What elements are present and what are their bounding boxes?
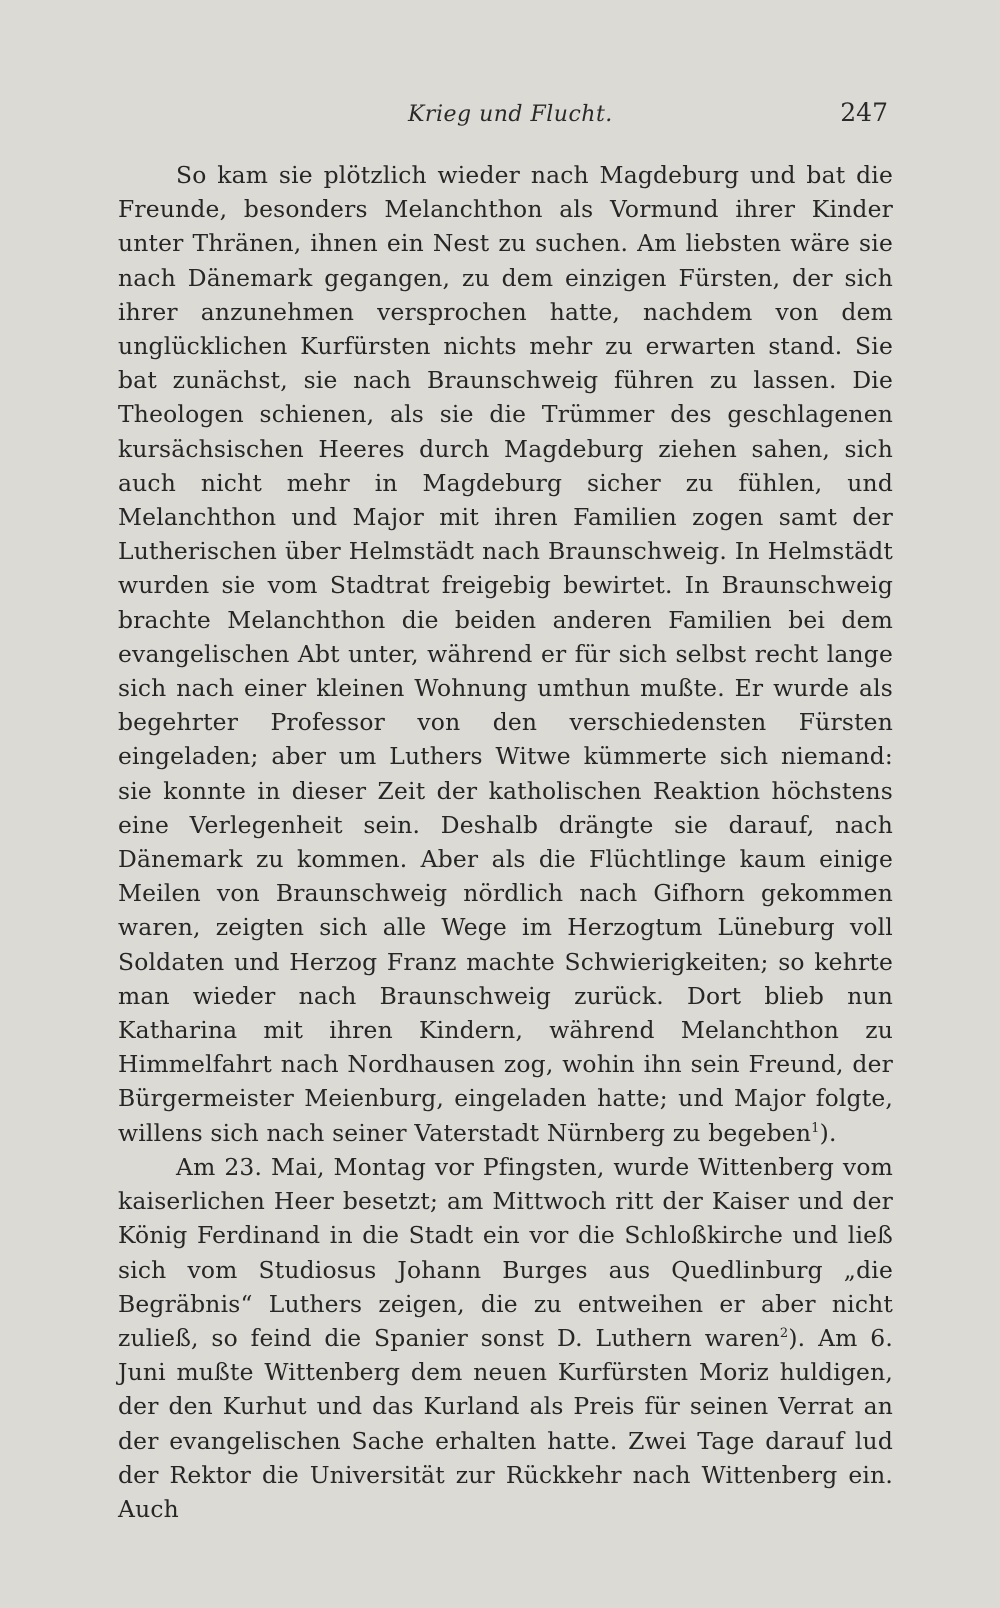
paragraph-2-text: Am 23. Mai, Montag vor Pfingsten, wurde Wittenberg vom kaiserlichen Heer besetzt; am Mittwoch ritt der Kaiser und der König Ferdinand in die Stadt ein vor die Schloßkirche und ließ sich vom Studiosus Johann Burges aus Quedlinburg „die Begräbnis“ Luthers zeigen, die zu entweihen er aber nicht zuließ, so feind die Spanier sonst D. Luthern waren	[118, 1152, 893, 1352]
paragraph-2	[118, 1150, 893, 1526]
body-text	[118, 158, 893, 1526]
paragraph-1	[118, 158, 893, 1150]
page-number: 247	[840, 98, 888, 127]
paragraph-2-tail: ). Am 6. Juni mußte Wittenberg dem neuen Kurfürsten Moriz huldigen, der den Kurhut und das Kurland als Preis für seinen Verrat an der evangelischen Sache erhalten hatte. Zwei Tage darauf lud der Rektor die Universität zur Rückkehr nach Wittenberg ein. Auch	[118, 1323, 894, 1523]
running-title: Krieg und Flucht.	[408, 102, 613, 127]
running-head	[118, 98, 888, 138]
footnote-ref-1: 1	[811, 1120, 820, 1136]
paragraph-1-text: So kam sie plötzlich wieder nach Magdeburg und bat die Freunde, besonders Melanchthon als Vormund ihrer Kinder unter Thränen, ihnen ein Nest zu suchen. Am liebsten wäre sie nach Dänemark gegangen, zu dem einzigen Fürsten, der sich ihrer anzunehmen versprochen hatte, nachdem von dem unglücklichen Kurfürsten nichts mehr zu erwarten stand. Sie bat zunächst, sie nach Braunschweig führen zu lassen. Die Theologen schienen, als sie die Trümmer des geschlagenen kursächsischen Heeres durch Magdeburg ziehen sahen, sich auch nicht mehr in Magdeburg sicher zu fühlen, und Melanchthon und Major mit ihren Familien zogen samt der Lutherischen über Helmstädt nach Braunschweig. In Helmstädt wurden sie vom Stadtrat freigebig bewirtet. In Braunschweig brachte Melanchthon die beiden anderen Familien bei dem evangelischen Abt unter, während er für sich selbst recht lange sich nach einer kleinen Wohnung umthun mußte. Er wurde als begehrter Professor von den verschiedensten Fürsten eingeladen; aber um Luthers Witwe kümmerte sich niemand: sie konnte in dieser Zeit der katholischen Reaktion höchstens eine Verlegenheit sein. Deshalb drängte sie darauf, nach Dänemark zu kommen. Aber als die Flüchtlinge kaum einige Meilen von Braunschweig nördlich nach Gifhorn gekommen waren, zeigten sich alle Wege im Herzogtum Lüneburg voll Soldaten und Herzog Franz machte Schwierigkeiten; so kehrte man wieder nach Braunschweig zurück. Dort blieb nun Katharina mit ihren Kindern, während Melanchthon zu Himmelfahrt nach Nordhausen zog, wohin ihn sein Freund, der Bürgermeister Meienburg, eingeladen hatte; und Major folgte, willens sich nach seiner Vaterstadt Nürnberg zu begeben	[118, 161, 893, 1147]
footnote-ref-2: 2	[779, 1326, 789, 1342]
paragraph-1-tail: ).	[819, 1118, 837, 1147]
